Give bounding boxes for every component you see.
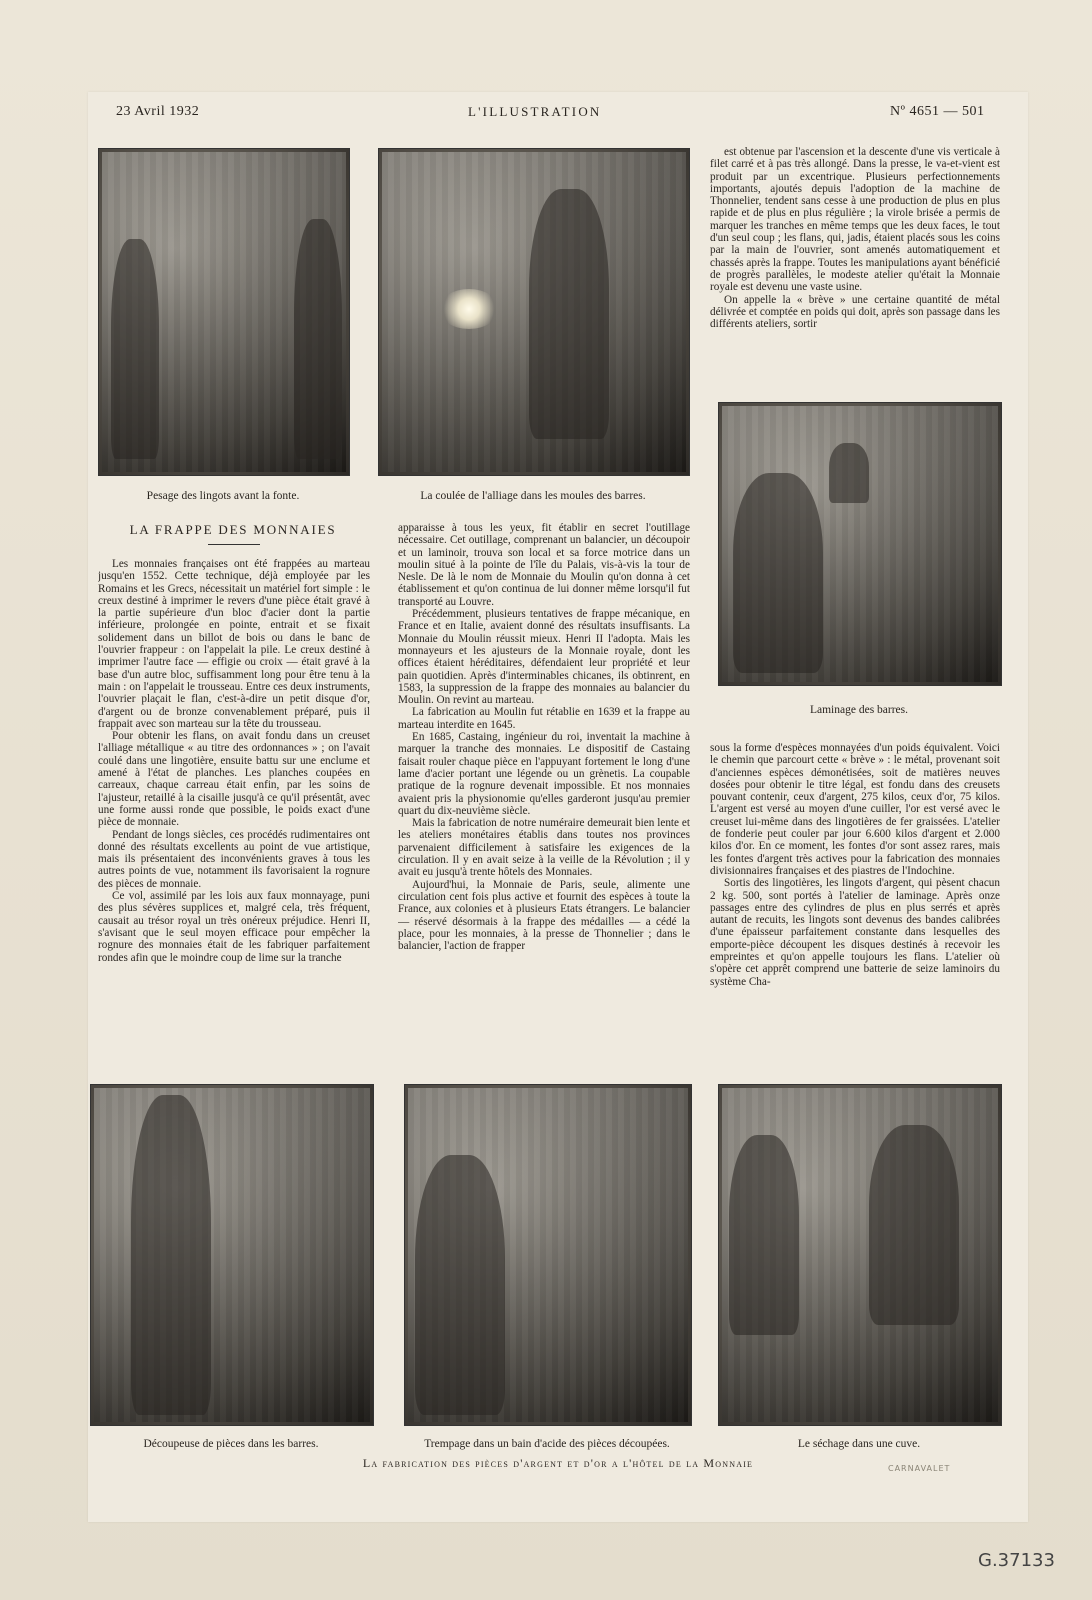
caption-acid-bath: Trempage dans un bain d'acide des pièces découpées.: [424, 1438, 670, 1450]
article-col3-bottom: [710, 742, 1000, 1064]
paragraph: Mais la fabrication de notre numéraire demeurait bien lente et les ateliers monétaires établis dans toutes nos provinces parvenaient difficilement à satisfaire les exigences de la circulation. Il y en avait seize à la veille de la Révolution ; il y avait eu jusqu'à trente hôtels des Monnaies.: [398, 817, 690, 879]
header-title: L'ILLUSTRATION: [468, 104, 602, 119]
paragraph: sous la forme d'espèces monnayées d'un poids équivalent. Voici le chemin que parcourt cette « brève » : le métal, provenant soit d'anciennes espèces démonétisées, soit de matières neuves dosées pour obtenir le titre légal, est fondu dans des creusets pouvant contenir, ceux d'argent, 275 kilos, ceux d'or, 75 kilos. L'argent est versé au moyen d'une cuiller, l'or est versé avec le creuset lui-même dans des lingotières de fer graissées. L'atelier de fonderie peut couler par jour 6.600 kilos d'argent et 2.000 kilos d'or. En ce moment, les fontes d'or sont assez rares, mais les fontes d'argent très actives pour la fabrication des monnaies divisionnaires françaises et des piastres de l'Indochine.: [710, 742, 1000, 877]
paragraph: La fabrication au Moulin fut rétablie en 1639 et la frappe au marteau interdite en 1645.: [398, 706, 690, 731]
caption-drying: Le séchage dans une cuve.: [797, 1438, 921, 1450]
caption-weighing: Pesage des lingots avant la fonte.: [146, 490, 300, 502]
caption-rolling: Laminage des barres.: [809, 704, 909, 716]
header-date: 23 Avril 1932: [116, 104, 200, 119]
photo-cutting-machine: [90, 1084, 374, 1426]
article-title: LA FRAPPE DES MONNAIES: [129, 522, 337, 537]
article-col1: [98, 558, 370, 1064]
paragraph: Ce vol, assimilé par les lois aux faux monnayage, puni des plus sévères supplices et, malgré cela, très fréquent, causait au trésor royal un très onéreux préjudice. Henri II, s'avisant que le seul moyen efficace pour empêcher la rognure des monnaies était de les fabriquer parfaitement rondes afin que le moindre coup de lime sur la tranche: [98, 890, 370, 964]
paragraph: Les monnaies françaises ont été frappées au marteau jusqu'en 1552. Cette technique, déjà employée par les Romains et les Grecs, nécessitait un matériel fort simple : le creux destiné à imprimer le revers d'une pièce était gravé à la partie supérieure d'un bloc d'acier dont la partie inférieure, prolongée en pointe, entrait et se fixait solidement dans un billot de bois ou dans le banc de l'ouvrier frappeur : on l'appelait la pile. Le creux destiné à imprimer l'autre face — effigie ou croix — était gravé à la base d'un autre bloc, suffisamment long pour être tenu à la main : on l'appelait le trousseau. Entre ces deux instruments, l'ouvrier plaçait le flan, c'est-à-dire un petit disque d'or, d'argent ou de bronze convenablement préparé, puis il frappait avec son marteau sur la tête du trousseau.: [98, 558, 370, 730]
paragraph: Pour obtenir les flans, on avait fondu dans un creuset l'alliage métallique « au titre des ordonnances » ; on l'avait coulé dans une lingotière, ensuite battu sur une enclume et amené à l'état de planches. Les planches coupées en carreaux, chaque carreau était enfin, par les soins de l'ajusteur, retaillé à la cisaille jusqu'à ce qu'il présentât, avec une forme aussi ronde que possible, le poids exact d'une pièce de monnaie.: [98, 730, 370, 829]
newspaper-page: [88, 92, 1028, 1522]
paragraph: Précédemment, plusieurs tentatives de frappe mécanique, en France et en Italie, avaient donné des résultats insuffisants. La Monnaie du Moulin réussit mieux. Henri II l'adopta. Mais les monnayeurs et les ajusteurs de la Monnaie royale, dont les offices étaient héréditaires, défendaient leur propriété et leur pain quotidien. Après d'interminables chicanes, ils obtinrent, en 1583, la suppression de la frappe des monnaies au balancier du Moulin. On revint au marteau.: [398, 608, 690, 707]
photo-acid-bath: [404, 1084, 692, 1426]
archive-reference: G.37133: [978, 1550, 1055, 1571]
bottom-title: La fabrication des pièces d'argent et d'or a l'hôtel de la Monnaie: [362, 1456, 754, 1470]
paragraph: Aujourd'hui, la Monnaie de Paris, seule, alimente une circulation cent fois plus active et fournit des espèces à toute la France, aux colonies et à plusieurs Etats étrangers. Le balancier — réservé désormais à la frappe des médailles — a cédé la place, pour les monnaies, à la presse de Thonnelier ; dans le balancier, l'action de frapper: [398, 878, 690, 953]
caption-cutting: Découpeuse de pièces dans les barres.: [143, 1438, 319, 1450]
paragraph: On appelle la « brève » une certaine quantité de métal délivrée et comptée en poids qui doit, après son passage dans les différents ateliers, sortir: [710, 293, 1000, 331]
title-rule: [208, 544, 260, 545]
photo-bar-rolling: [718, 402, 1002, 686]
photo-drying-vat: [718, 1084, 1002, 1426]
photo-weighing-ingots: [98, 148, 350, 476]
article-col3-top: [710, 146, 1000, 378]
paragraph: Sortis des lingotières, les lingots d'argent, qui pèsent chacun 2 kg. 500, sont portés à l'atelier de laminage. Après onze passages entre des cylindres de plus en plus serrés et après autant de recuits, les lingots sont devenus des bandes calibrées d'une épaisseur parfaitement constante dans lesquelles des emporte-pièce découpent les disques destinés à recevoir les empreintes et qu'on appelle toujours les flans. L'atelier où s'opère cet apprêt comprend une batterie de seize laminoirs du système Cha-: [710, 877, 1000, 988]
paragraph: Pendant de longs siècles, ces procédés rudimentaires ont donné des résultats excellents au point de vue artistique, mais ils présentaient des inconvénients graves à tous les autres points de vue, notamment ils favorisaient la rognure des pièces de monnaie.: [98, 828, 370, 890]
paragraph: En 1685, Castaing, ingénieur du roi, inventait la machine à marquer la tranche des monnaies. Le dispositif de Castaing faisait rouler chaque pièce en l'appuyant fortement le long d'une lame d'acier portant une légende ou un grènetis. La coupable pratique de la rognure devenait impossible. Et nos monnaies avaient pris la physionomie qu'elles garderont jusqu'au premier quart du dix-neuvième siècle.: [398, 731, 690, 817]
header-issue: Nº 4651 — 501: [890, 104, 985, 119]
article-col2: [398, 522, 690, 1064]
paragraph: est obtenue par l'ascension et la descente d'une vis verticale à filet carré et à pas très allongé. Dans la presse, le va-et-vient est produit par un excentrique. Plusieurs perfectionnements importants, ajoutés depuis l'adoption de la machine de Thonnelier, tendent sans cesse à une production de plus en plus rapide et de plus en plus régulière ; la virole brisée a permis de marquer les tranches en même temps que les deux faces, le tout d'un seul coup ; les flans, qui, jadis, étaient placés sous les coins par la main de l'ouvrier, sont amenés automatiquement et chassés après la frappe. Toutes les manipulations ayant bénéficié de progrès parallèles, le modeste atelier qu'était la Monnaie royale est devenu une vaste usine.: [710, 146, 1000, 294]
caption-casting: La coulée de l'alliage dans les moules des barres.: [420, 490, 646, 502]
archive-stamp: CARNAVALET: [888, 1464, 951, 1473]
paragraph: apparaisse à tous les yeux, fit établir en secret l'outillage nécessaire. Cet outillage, comprenant un balancier, un découpoir et un laminoir, trouva son local et sa force motrice dans un moulin situé à la pointe de l'île du Palais, vis-à-vis la tour de Nesle. De là le nom de Monnaie du Moulin qu'on donna à cet établissement et qu'on continua de lui donner même lorsqu'il fut transporté au Louvre.: [398, 522, 690, 608]
photo-alloy-casting: [378, 148, 690, 476]
